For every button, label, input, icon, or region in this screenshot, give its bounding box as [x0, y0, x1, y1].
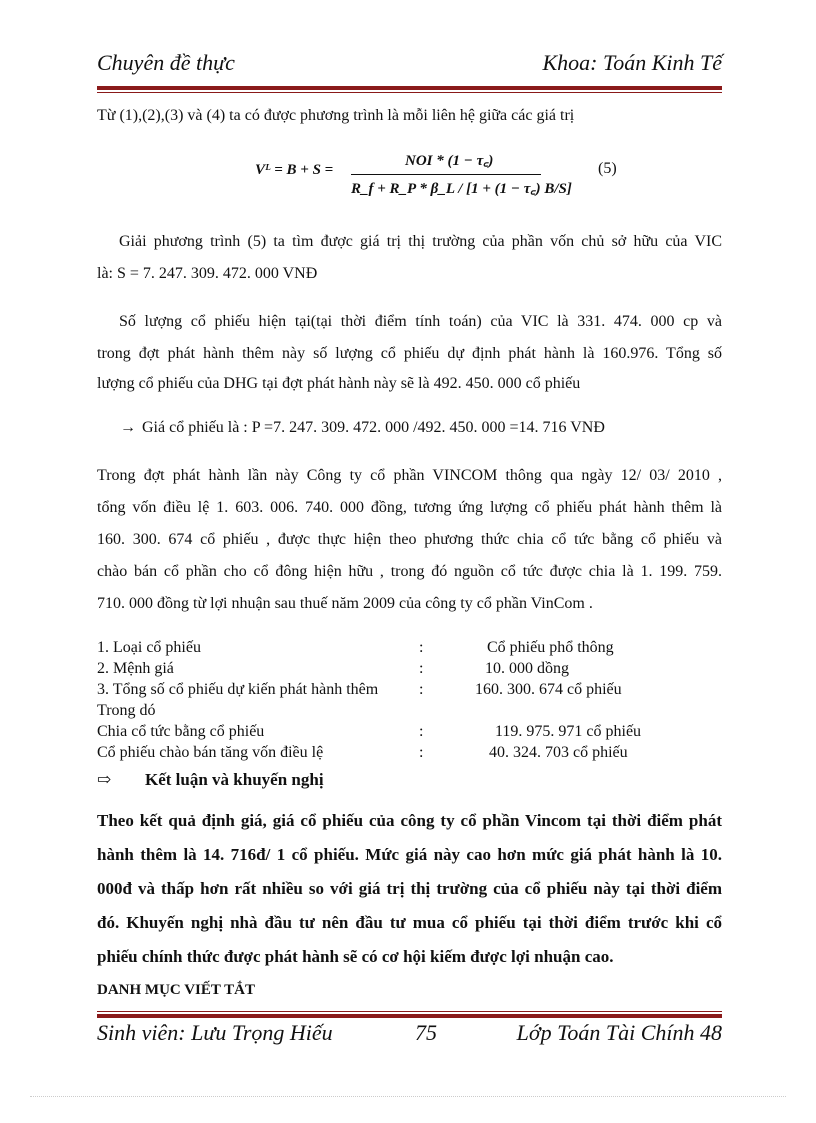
page-bottom-border [30, 1096, 786, 1097]
spec-row: Trong dó [97, 702, 156, 719]
arrow-outline-icon: ⇨ [97, 770, 112, 789]
arrow-right-icon: → [120, 419, 136, 436]
header-left: Chuyên đề thực [97, 50, 235, 75]
issuance-line-5: 710. 000 đồng từ lợi nhuận sau thuế năm 2009 của công ty cổ phần VinCom . [97, 595, 593, 612]
conclusion-line-2: hành thêm là 14. 716đ/ 1 cổ phiếu. Mức giá này cao hơn mức giá phát hành là 10. [97, 845, 722, 864]
price-text: Giá cổ phiếu là : P =7. 247. 309. 472. 000 /492. 450. 000 =14. 716 VNĐ [142, 419, 605, 436]
footer-student: Sinh viên: Lưu Trọng Hiếu [97, 1020, 333, 1045]
page-number: 75 [415, 1020, 437, 1045]
conclusion-line-5: phiếu chính thức được phát hành sẽ có cơ hội kiếm được lợi nhuận cao. [97, 947, 614, 966]
equation-5 [255, 150, 572, 204]
price-line [120, 412, 745, 444]
abbreviations-heading: DANH MỤC VIẾT TẮT [97, 982, 255, 998]
spec-row: 3. Tổng số cổ phiếu dự kiến phát hành thêm : 160. 300. 674 cổ phiếu [97, 681, 622, 698]
equation-numerator: NOI * (1 − τ꜀) [405, 153, 494, 169]
conclusion-line-3: 000đ và thấp hơn rất nhiều so với giá trị thị trường của cổ phiếu này tại thời điểm [97, 879, 722, 898]
shares-line-2: trong đợt phát hành thêm này số lượng cổ phiếu dự định phát hành là 160.976. Tổng số [97, 345, 722, 362]
issuance-line-3: 160. 300. 674 cổ phiếu , được thực hiện theo phương thức chia cổ tức bằng cổ phiếu và [97, 531, 722, 548]
shares-line-3: lượng cổ phiếu của DHG tại đợt phát hành này sẽ là 492. 450. 000 cổ phiếu [97, 375, 581, 392]
footer-class: Lớp Toán Tài Chính 48 [516, 1020, 722, 1045]
conclusion-line-4: đó. Khuyến nghị nhà đầu tư nên đầu tư mua cổ phiếu tại thời điểm trước khi cổ [97, 913, 722, 932]
conclusion-title: Kết luận và khuyến nghị [145, 770, 324, 789]
issuance-line-2: tổng vốn điều lệ 1. 603. 006. 740. 000 đồng, tương ứng lượng cổ phiếu phát hành thêm là [97, 499, 722, 516]
spec-row: 2. Mệnh giá : 10. 000 dồng [97, 660, 569, 677]
equation-lhs: Vᴸ = B + S = [255, 162, 334, 178]
issuance-line-4: chào bán cổ phần cho cổ đông hiện hữu , trong đó nguồn cổ tức được chia là 1. 199. 759. [97, 563, 722, 580]
footer-rule [97, 1011, 722, 1018]
spec-row: Cổ phiếu chào bán tăng vốn điều lệ : 40. 324. 703 cổ phiếu [97, 744, 628, 761]
page-footer [97, 1020, 722, 1050]
issuance-line-1: Trong đợt phát hành lần này Công ty cổ phần VINCOM thông qua ngày 12/ 03/ 2010 , [97, 467, 722, 484]
spec-row: 1. Loại cổ phiếu : Cổ phiếu phổ thông [97, 639, 614, 656]
intro-paragraph: Từ (1),(2),(3) và (4) ta có được phương trình là mỗi liên hệ giữa các giá trị [97, 107, 575, 124]
fraction-bar [351, 174, 541, 175]
shares-line-1: Số lượng cổ phiếu hiện tại(tại thời điểm tính toán) của VIC là 331. 474. 000 cp và [119, 313, 722, 330]
header-right: Khoa: Toán Kinh Tế [542, 50, 722, 75]
page-header [97, 50, 722, 80]
conclusion-line-1: Theo kết quả định giá, giá cổ phiếu của công ty cổ phần Vincom tại thời điểm phát [97, 811, 722, 830]
equation-number: (5) [598, 160, 617, 177]
solve-line-1: Giải phương trình (5) ta tìm được giá trị thị trường của phần vốn chủ sở hữu của VIC [119, 233, 722, 250]
equation-denominator: R_f + R_P * β_L / [1 + (1 − τ꜀) B/S] [351, 181, 572, 197]
solve-line-2: là: S = 7. 247. 309. 472. 000 VNĐ [97, 265, 318, 282]
spec-row: Chia cổ tức bằng cổ phiếu : 119. 975. 971 cổ phiếu [97, 723, 642, 740]
header-rule [97, 86, 722, 93]
